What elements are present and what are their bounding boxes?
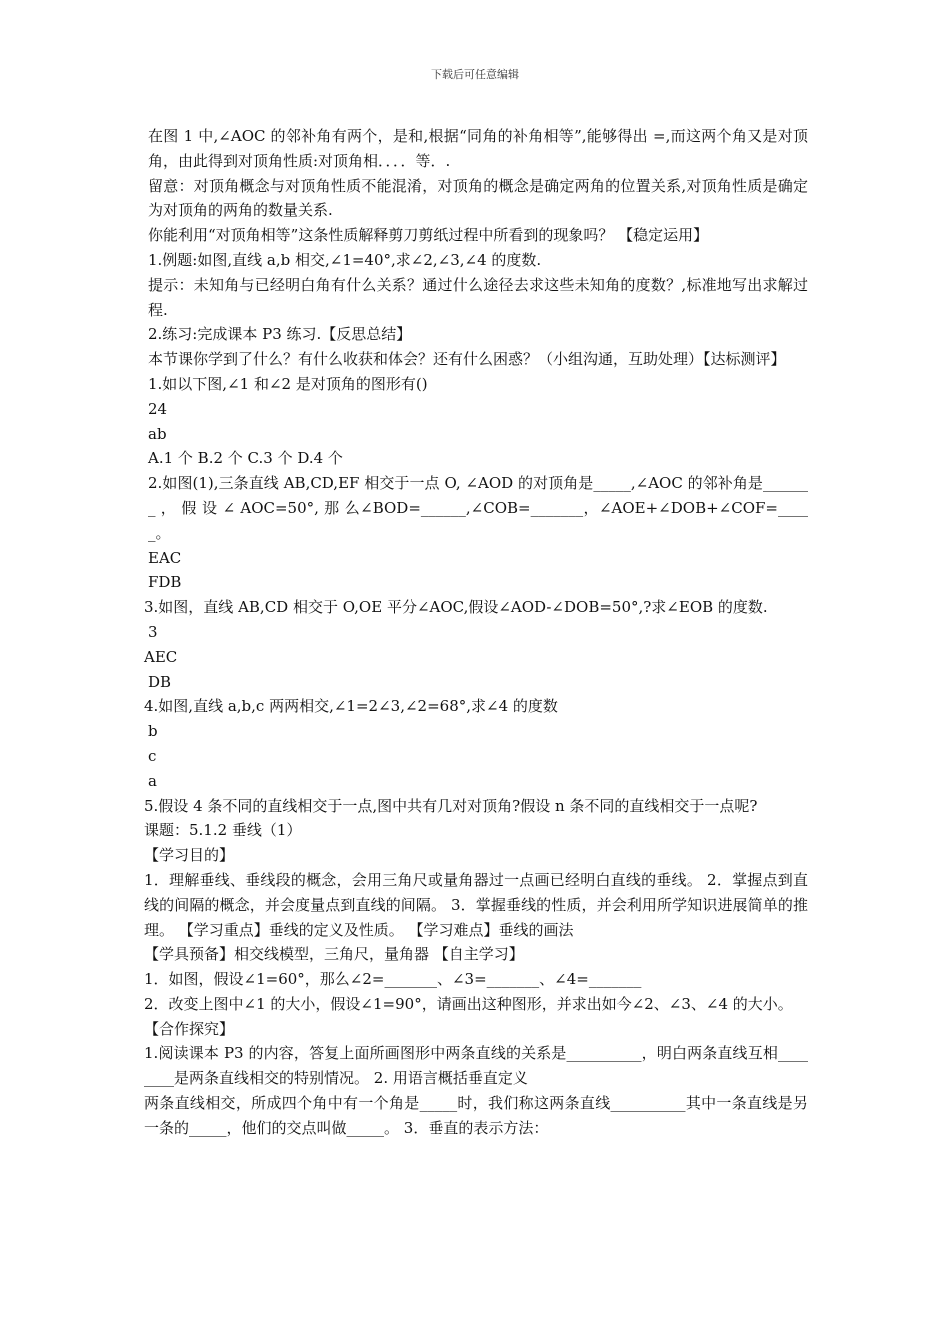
paragraph: 2.练习:完成课本 P3 练习.【反思总结】 [148, 325, 412, 344]
paragraph: 1.例题:如图,直线 a,b 相交,∠1=40°,求∠2,∠3,∠4 的度数. [148, 250, 542, 269]
figure-label: b [148, 722, 158, 741]
figure-label: ab [148, 424, 167, 443]
figure-label: a [148, 771, 157, 790]
paragraph: 1.阅读课本 P3 的内容，答复上面所画图形中两条直线的关系是__________，明白两条直线互相________是两条直线相交的特别情况。 2. 用语言概括垂直定义 [144, 1044, 808, 1088]
paragraph: 4.如图,直线 a,b,c 两两相交,∠1=2∠3,∠2=68°,求∠4 的度数 [144, 697, 558, 716]
paragraph: 3.如图，直线 AB,CD 相交于 O,OE 平分∠AOC,假设∠AOD-∠DOB=50°,?求∠EOB 的度数. [144, 598, 768, 617]
paragraph: 5.假设 4 条不同的直线相交于一点,图中共有几对对顶角?假设 n 条不同的直线相交于一点呢? [144, 796, 758, 815]
paragraph: 两条直线相交，所成四个角中有一个角是_____时，我们称这两条直线__________其中一条直线是另一条的_____，他们的交点叫做_____。 3．垂直的表示方法： [144, 1094, 808, 1137]
paragraph: 1．理解垂线、垂线段的概念，会用三角尺或量角器过一点画已经明白直线的垂线。 2．掌握点到直线的间隔的概念，并会度量点到直线的间隔。 3．掌握垂线的性质，并会利用所学知识进展简单的推理。 【学习重点】垂线的定义及性质。 【学习难点】垂线的画法 [144, 870, 808, 939]
figure-label: 3 [148, 622, 158, 641]
paragraph: 你能利用“对顶角相等”这条性质解释剪刀剪纸过程中所看到的现象吗？ 【稳定运用】 [148, 226, 709, 245]
figure-label: 24 [148, 399, 168, 418]
figure-label: FDB [148, 573, 182, 592]
document-body [144, 124, 808, 1141]
paragraph: 1．如图，假设∠1=60°，那么∠2=_______、∠3=_______、∠4=_______ [144, 970, 642, 989]
paragraph: 提示：未知角与已经明白角有什么关系？通过什么途径去求这些未知角的度数？,标准地写出求解过程. [148, 275, 808, 319]
figure-label: c [148, 746, 157, 765]
answer-options: A.1 个 B.2 个 C.3 个 D.4 个 [148, 449, 343, 468]
section-heading: 【学具预备】相交线模型，三角尺，量角器 【自主学习】 [144, 945, 524, 964]
section-heading: 【合作探究】 [144, 1019, 235, 1038]
paragraph: 1.如以下图,∠1 和∠2 是对顶角的图形有() [148, 374, 428, 393]
figure-label: AEC [144, 647, 178, 666]
paragraph: 2．改变上图中∠1 的大小，假设∠1=90°，请画出这种图形，并求出如今∠2、∠3、∠4 的大小。 [144, 994, 793, 1013]
page-header: 下载后可任意编辑 [431, 68, 519, 81]
paragraph: 本节课你学到了什么？有什么收获和体会？还有什么困惑？（小组沟通，互助处理）【达标测评】 [148, 350, 786, 369]
paragraph: 留意：对顶角概念与对顶角性质不能混淆，对顶角的概念是确定两角的位置关系,对顶角性质是确定为对顶角的两角的数量关系. [148, 176, 808, 220]
figure-label: DB [148, 672, 172, 691]
paragraph: 在图 1 中,∠AOC 的邻补角有两个，是和,根据“同角的补角相等”,能够得出 =,而这两个角又是对顶角，由此得到对顶角性质:对顶角相．．．．等．. [148, 127, 808, 170]
section-heading: 【学习目的】 [144, 846, 235, 865]
section-title: 课题：5.1.2 垂线（1） [144, 821, 302, 840]
paragraph: 2.如图(1),三条直线 AB,CD,EF 相交于一点 O, ∠AOD 的对顶角是_____,∠AOC 的邻补角是_______ ， 假 设 ∠ AOC=50°, 那 么∠BOD=______,∠COB=_______，∠AOE+∠DOB+∠COF=_____。 [148, 474, 808, 542]
figure-label: EAC [148, 548, 182, 567]
